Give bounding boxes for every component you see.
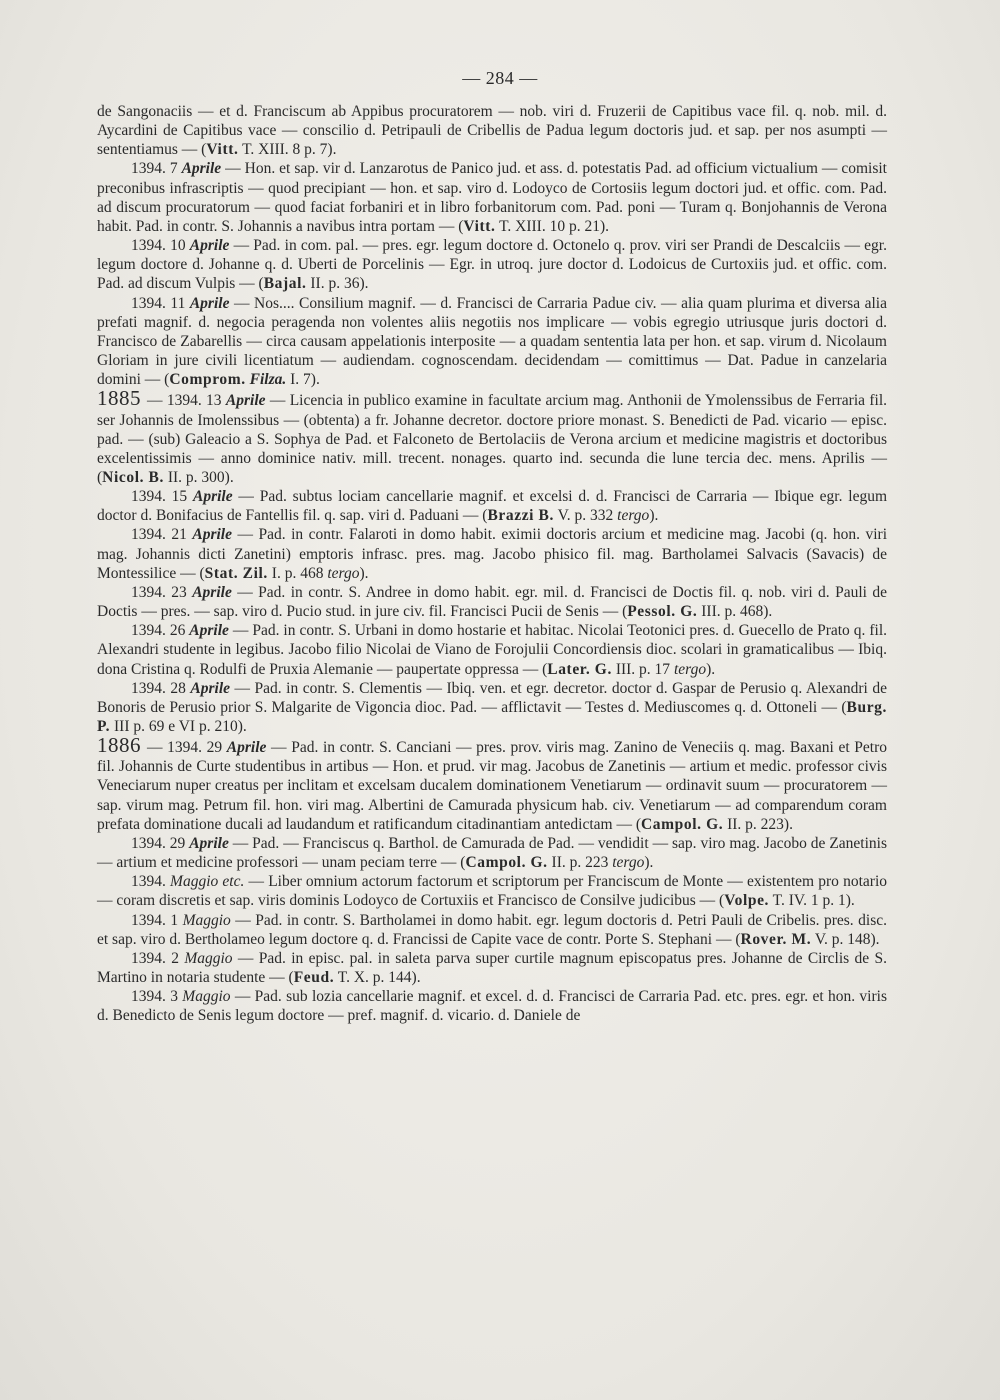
- text-run: 1394. 21: [131, 526, 193, 544]
- text-run: II. p. 223: [547, 854, 613, 872]
- entry-paragraph: [97, 159, 887, 236]
- archive-reference: Campol. G.: [465, 854, 548, 872]
- archive-reference: Pessol. G.: [627, 603, 698, 621]
- archive-reference: Comprom.: [169, 371, 246, 389]
- text-run: 1394. 28: [131, 679, 191, 697]
- text-run: 1394. 15: [131, 488, 193, 506]
- entry-paragraph: [97, 911, 887, 949]
- text-run: 1394. 1: [131, 911, 183, 929]
- archive-reference: Brazzi B.: [487, 507, 554, 525]
- archive-reference: Later. G.: [547, 660, 612, 678]
- italic-note: Maggio etc.: [170, 873, 245, 891]
- archive-reference: Bajal.: [263, 275, 307, 293]
- archive-reference: Feud.: [293, 969, 335, 987]
- archive-reference: Campol. G.: [641, 815, 724, 833]
- entry-paragraph: [97, 294, 887, 390]
- document-number: 1885: [97, 386, 141, 411]
- month-label: Aprile: [189, 622, 229, 640]
- text-run: T. IV. 1 p. 1).: [769, 892, 855, 910]
- month-label: Aprile: [192, 583, 232, 601]
- text-run: — Licencia in publico examine in facultate arcium mag. Anthonii de Ymolenssibus de Ferraria fil. ser Johannis de Imolenssibus — (obtenta) a fr. Johanne decretor. doctore priore monast. S. Benedicti de Pad. vicario — episc. pad. — (sub) Galeacio a S. Sophya de Pad. et Falconeto de Bertolaciis de Verona arcium et medicine magistris et doctoribus excelentissimis — anno dominice nativ. mill. trecent. nonages. quarto ind. secunda die lune tercia dec. mens. Aprilis — (: [97, 392, 888, 486]
- text-run: — Pad. in contr. Falaroti in domo habit. eximii doctoris arcium et medicine mag. Jacobi (q. hon. viri mag. Johannis dicti Zanetini) emptoris infrasc. pres. mag. Jacobo phisico fil. mag. Bartholamei Salvacis (Savacis) de Montessilice — (: [97, 526, 887, 582]
- text-run: — Pad. sub lozia cancellarie magnif. et excel. d. d. Francisci de Carraria Pad. etc. pres. egr. et hon. viris d. Benedicto de Senis legum doctore — pref. magnif. d. vicario. d. Daniele de: [97, 988, 887, 1025]
- italic-note: tergo: [327, 564, 360, 582]
- text-run: — Pad. in episc. pal. in saleta parva super curtile magnum episcopatus pres. Johanne de Circlis de S. Martino in notaria studente — (: [97, 949, 887, 987]
- text-run: 1394. 26: [131, 622, 190, 640]
- text-run: II. p. 36).: [306, 275, 369, 293]
- archive-reference: Stat. Zil.: [204, 564, 268, 582]
- month-label: Aprile: [226, 739, 267, 757]
- document-entry: [97, 733, 887, 834]
- text-run: 1394. 23: [131, 583, 193, 601]
- text-run: 1394. 3: [131, 988, 183, 1006]
- text-run: 1394. 29: [131, 834, 190, 852]
- month-label: Aprile: [189, 294, 230, 312]
- text-run: T. X. p. 144).: [334, 969, 421, 987]
- month-label: Aprile: [189, 834, 229, 852]
- month-label: Aprile: [192, 526, 232, 544]
- italic-note: Maggio: [182, 911, 231, 929]
- italic-note: Maggio: [184, 949, 233, 967]
- text-run: III p. 69 e VI p. 210).: [110, 718, 247, 735]
- month-label: Filza.: [249, 371, 287, 389]
- text-run: — Pad. in contr. S. Canciani — pres. prov. viris mag. Zanino de Veneciis q. mag. Baxani et Petro fil. Johannis de Curte studentibus in artibus — Hon. et prud. vir mag. Jacobus de Zanetinis — artium et medic. professor civis Veneciarum nuper creatus per inclitam et excelsam ducalem dominationem Venetiarum — ordinavit suum — procuratorem — sap. virum mag. Petrum fil. hon. viri mag. Albertini de Camurada physicum hab. civ. Venetiarum — ad comparendum coram prefata dominatione ducali ad laudandum et ratificandum citadinantiam antedictam — (: [97, 739, 887, 833]
- continued-entry: [97, 102, 887, 159]
- text-run: 1394.: [131, 873, 171, 891]
- page-number: — 284 —: [462, 68, 538, 88]
- italic-note: tergo: [673, 660, 707, 678]
- archive-reference: Vitt.: [206, 141, 239, 159]
- text-run: T. XIII. 8 p. 7).: [238, 141, 337, 159]
- text-run: I. 7).: [286, 371, 320, 389]
- text-run: II. p. 223).: [723, 815, 793, 833]
- entry-paragraph: [97, 834, 887, 872]
- text-run: I. p. 468: [267, 564, 328, 582]
- text-run: II. p. 300).: [163, 468, 234, 486]
- italic-note: tergo: [612, 854, 645, 872]
- month-label: Aprile: [190, 679, 231, 697]
- text-run: ).: [706, 660, 716, 678]
- archive-reference: Rover. M.: [740, 930, 812, 948]
- text-run: III. p. 468).: [697, 603, 773, 621]
- text-run: V. p. 148).: [811, 930, 880, 948]
- text-run: — Pad. in contr. S. Andree in domo habit. egr. mil. d. Francisci de Doctis fil. q. nob. viri d. Pauli de Doctis — pres. — sap. viro d. Pucio stud. in jure civ. fil. Francisci Pucii de Senis — (: [97, 583, 888, 621]
- text-run: ).: [649, 507, 659, 525]
- text-run: de Sangonaciis — et d. Franciscum ab Appibus procuratorem — nob. viri d. Fruzerii de Capitibus vace fil. q. nob. mil. d. Aycardini de Capitibus vace — conscilio d. Petripauli de Cribellis de Padua legum doctoris jud. et sap. per nos asumpti — sententiamus — (: [97, 103, 887, 159]
- entry-paragraph: [97, 987, 887, 1025]
- entry-paragraph: [97, 236, 887, 293]
- archive-reference: Burg. P.: [97, 698, 887, 735]
- text-run: — Pad. — Franciscus q. Barthol. de Camurada de Pad. — vendidit — sap. viro mag. Jacobo de Zanetinis — artium et medicine professori — unam peciam terre — (: [97, 834, 888, 872]
- text-run: — Nos.... Consilium magnif. — d. Francisci de Carraria Padue civ. — alia quam plurima et diversa alia prefati magnif. d. negocia peragenda non volentes aliis negotiis nos implicare — vobis egregio utriusque juris doctori d. Francisco de Zabarellis — circa causam appelationis interposite — a quadam sententia lata per hon. et sap. virum d. Nicolaum Gloriam in jure civili licentiatum — audiendam. cognoscendam. decidendam — comittimus — Dat. Padue in canzelaria domini — (: [97, 294, 887, 389]
- archive-reference: Vitt.: [463, 217, 496, 235]
- month-label: Aprile: [181, 160, 222, 178]
- text-run: ).: [359, 564, 369, 582]
- text-run: — 1394. 13: [147, 392, 226, 410]
- text-run: V. p. 332: [553, 507, 618, 525]
- text-run: ).: [644, 854, 654, 872]
- text-run: — Pad. in contr. S. Urbani in domo hostarie et habitac. Nicolai Teotonici pres. d. Guecello de Prato q. fil. Alexandri studente in legibus. Jacobo filio Nicolai de Viano de Forojulii Concordiensis dioc. scolari in gramaticalibus — Ibiq. dona Cristina q. Rodulfi de Pruxia Alemanie — paupertate oppressa — (: [97, 622, 887, 678]
- entry-paragraph: [97, 872, 887, 910]
- entry-paragraph: [97, 949, 887, 987]
- text-run: — 1394. 29: [147, 739, 227, 757]
- text-run: — Pad. in contr. S. Bartholamei in domo habit. egr. legum doctoris d. Petri Pauli de Cribelis. pres. disc. et sap. viro d. Bertholameo legum doctore q. d. Francissi de Capite vace de contr. Porte S. Stephani — (: [97, 911, 887, 948]
- archive-reference: Nicol. B.: [102, 468, 164, 486]
- text-run: 1394. 10: [131, 237, 190, 255]
- italic-note: Maggio: [182, 988, 231, 1006]
- entry-paragraph: [97, 621, 887, 678]
- archive-reference: Volpe.: [724, 892, 770, 910]
- month-label: Aprile: [225, 392, 266, 410]
- month-label: Aprile: [193, 488, 233, 506]
- text-run: 1394. 11: [131, 294, 190, 312]
- text-run: — Pad. in contr. S. Clementis — Ibiq. ven. et egr. decretor. doctor d. Gaspar de Perusio q. Alexandri de Bonoris de Perusio prior S. Malgarite de Vigoncia dioc. Pad. — afflictavit — Testes d. Mediuscomes q. d. Ottoneli — (: [97, 679, 887, 716]
- entry-paragraph: [97, 583, 887, 621]
- text-run: T. XIII. 10 p. 21).: [495, 217, 609, 235]
- month-label: Aprile: [189, 237, 230, 255]
- entry-paragraph: [97, 679, 887, 736]
- italic-note: tergo: [617, 507, 650, 525]
- text-run: III. p. 17: [611, 660, 674, 678]
- body-text: [97, 102, 887, 1026]
- entry-paragraph: [97, 525, 887, 582]
- text-run: — Pad. in com. pal. — pres. egr. legum doctore d. Octonelo q. prov. viri ser Prandi de Descalciis — egr. legum doctore d. Johanne q. d. Uberti de Porcelinis — Egr. in utroq. jure doctor d. Lodoicus de Curtoxiis jud. et offic. com. Pad. ad discum Vulpis — (: [97, 237, 887, 293]
- text-run: — Hon. et sap. vir d. Lanzarotus de Panico jud. et ass. d. potestatis Pad. ad officium victualium — comisit preconibus infrascriptis — quod precipiant — hon. et sap. viro d. Lodoyco de Cortosiis legum doctori jud. et offic. com. Pad. ad discum procuratorum — quod faciat forbaniri et in libro forbanitorum com. Pad. poni — Turam q. Bonjohannis de Verona habit. Pad. in contr. S. Johannis a navibus intra portam — (: [97, 160, 887, 235]
- text-run: 1394. 2: [131, 949, 185, 967]
- text-run: — Pad. subtus lociam cancellarie magnif. et excelsi d. d. Francisci de Carraria — Ibique egr. legum doctor d. Bonifacius de Fantellis fil. q. sap. viri d. Paduani — (: [97, 488, 887, 525]
- entry-paragraph: [97, 487, 887, 525]
- text-run: 1394. 7: [131, 160, 182, 178]
- text-run: — Liber omnium actorum factorum et scriptorum per Franciscum de Monte — existentem pro notario — coram discretis et sap. viris dominis Lodoyco de Cortuxiis et Francisco de Consilve judicibus — (: [97, 873, 887, 910]
- document-entry: [97, 386, 888, 487]
- document-number: 1886: [97, 733, 141, 758]
